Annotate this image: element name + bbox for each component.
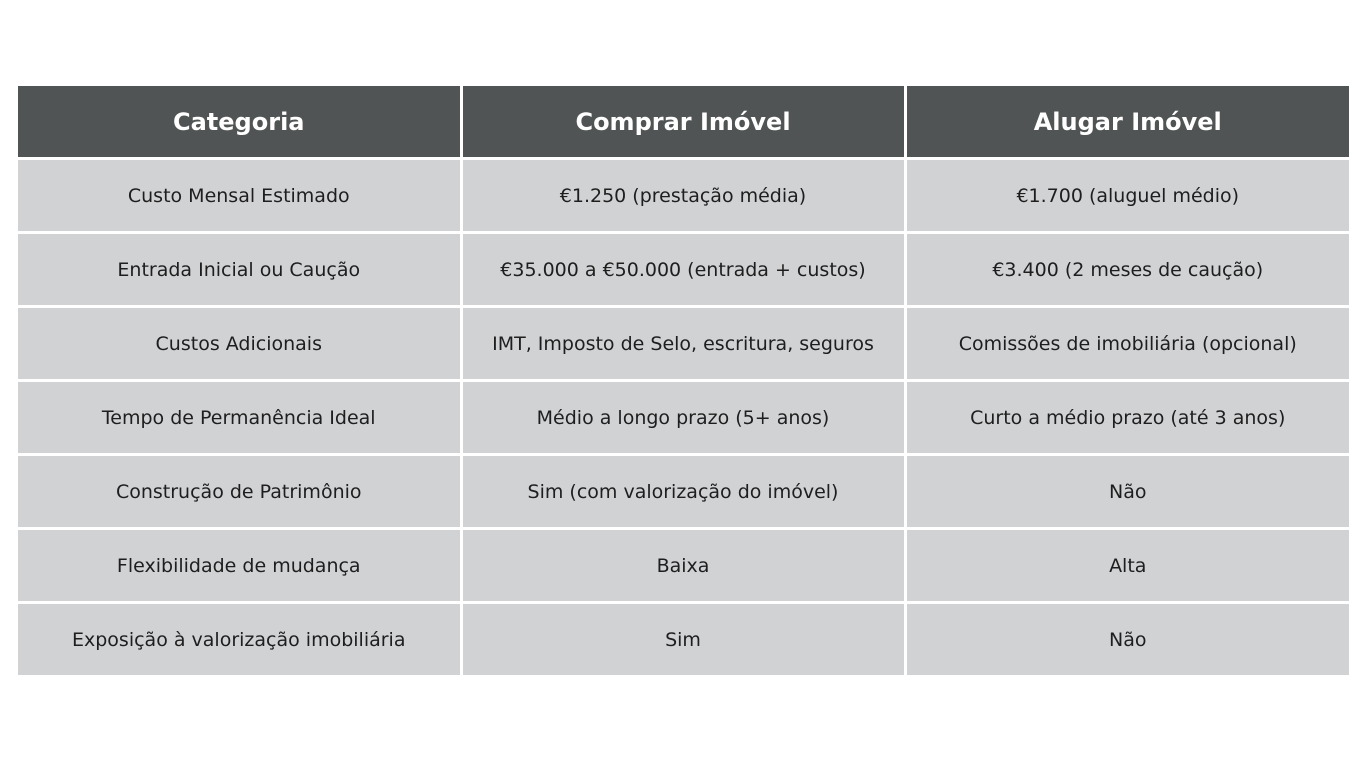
table-row — [18, 159, 1349, 233]
table-row — [18, 455, 1349, 529]
cell-category: Exposição à valorização imobiliária — [18, 603, 461, 676]
comparison-table — [18, 86, 1349, 675]
table-row — [18, 381, 1349, 455]
cell-rent: Curto a médio prazo (até 3 anos) — [905, 381, 1349, 455]
cell-rent: €3.400 (2 meses de caução) — [905, 233, 1349, 307]
cell-buy: €35.000 a €50.000 (entrada + custos) — [461, 233, 905, 307]
cell-buy: IMT, Imposto de Selo, escritura, seguros — [461, 307, 905, 381]
cell-buy: Médio a longo prazo (5+ anos) — [461, 381, 905, 455]
cell-buy: Sim — [461, 603, 905, 676]
table-header-row — [18, 86, 1349, 159]
header-comprar-imovel: Comprar Imóvel — [461, 86, 905, 159]
cell-rent: Alta — [905, 529, 1349, 603]
table-row — [18, 307, 1349, 381]
cell-category: Custo Mensal Estimado — [18, 159, 461, 233]
cell-buy: €1.250 (prestação média) — [461, 159, 905, 233]
cell-buy: Baixa — [461, 529, 905, 603]
table-row — [18, 233, 1349, 307]
cell-rent: €1.700 (aluguel médio) — [905, 159, 1349, 233]
header-alugar-imovel: Alugar Imóvel — [905, 86, 1349, 159]
cell-category: Construção de Patrimônio — [18, 455, 461, 529]
table-row — [18, 529, 1349, 603]
cell-category: Tempo de Permanência Ideal — [18, 381, 461, 455]
cell-rent: Comissões de imobiliária (opcional) — [905, 307, 1349, 381]
table-row — [18, 603, 1349, 676]
cell-buy: Sim (com valorização do imóvel) — [461, 455, 905, 529]
cell-category: Flexibilidade de mudança — [18, 529, 461, 603]
cell-rent: Não — [905, 455, 1349, 529]
cell-rent: Não — [905, 603, 1349, 676]
header-categoria: Categoria — [18, 86, 461, 159]
cell-category: Custos Adicionais — [18, 307, 461, 381]
cell-category: Entrada Inicial ou Caução — [18, 233, 461, 307]
